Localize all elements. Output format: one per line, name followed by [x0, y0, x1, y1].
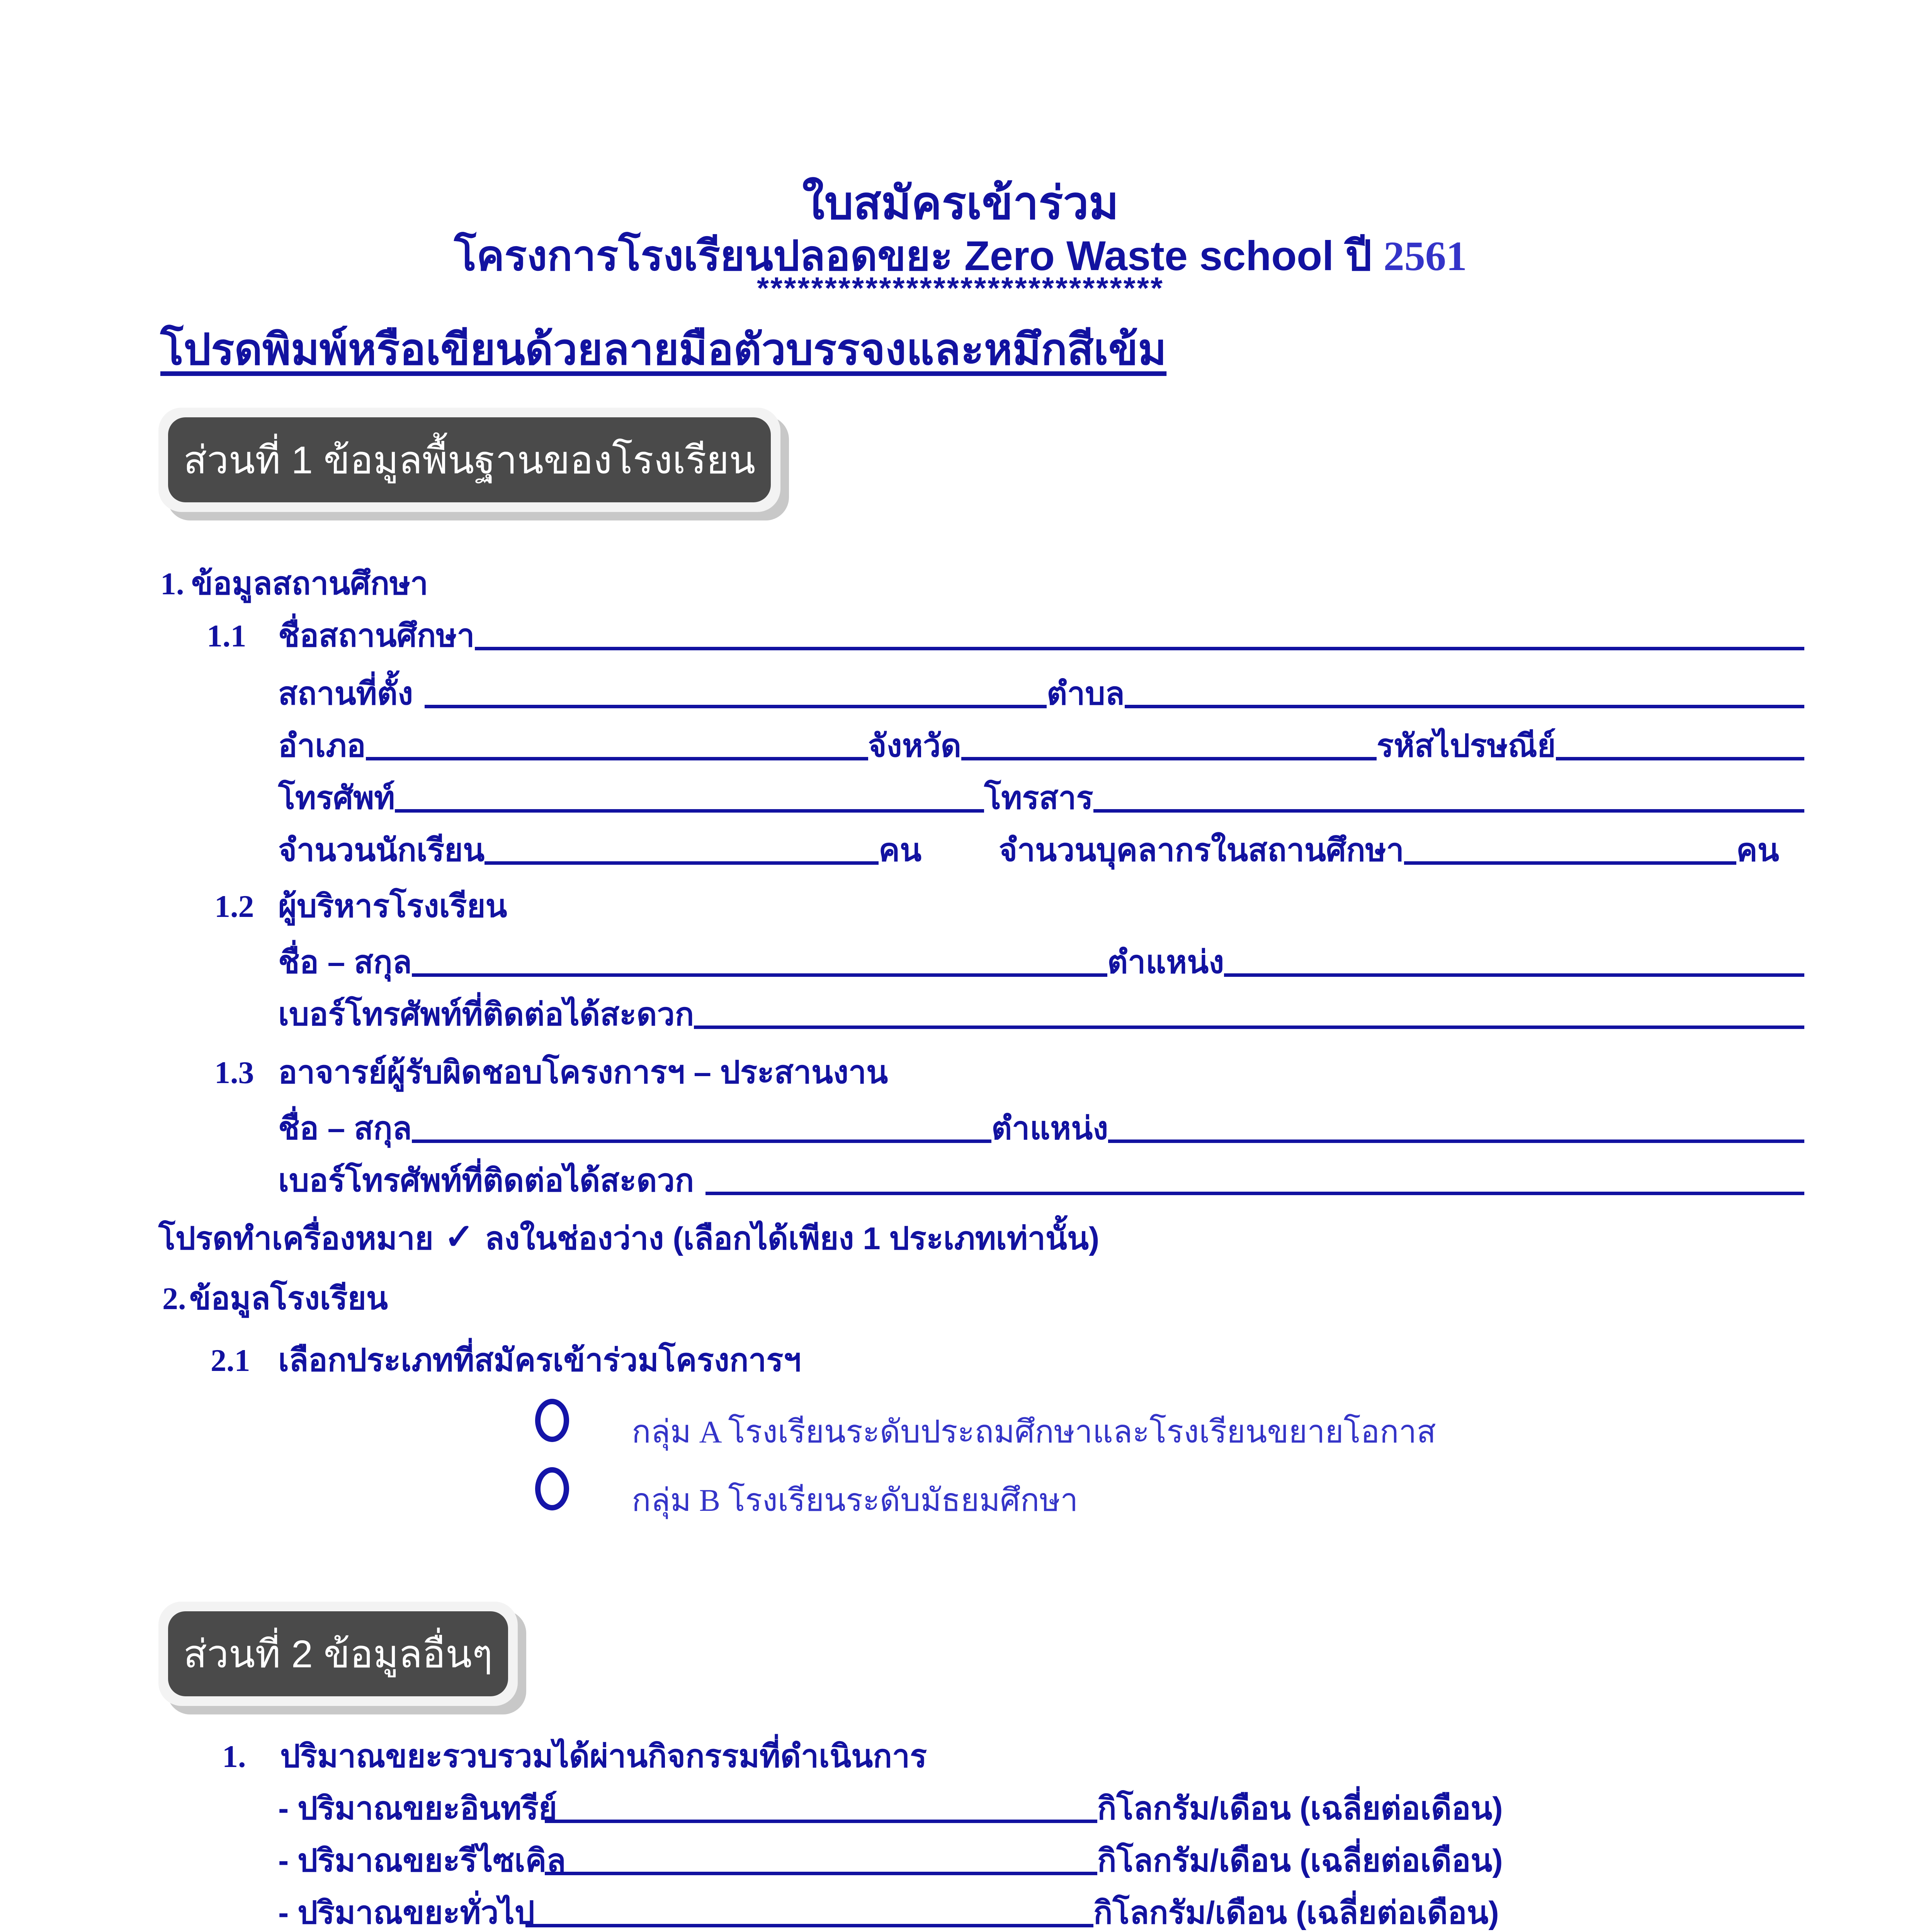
coordinator-position-field[interactable]: [1108, 1139, 1804, 1143]
waste-recycle-field[interactable]: [545, 1872, 1097, 1875]
district-field[interactable]: [366, 757, 868, 760]
waste-heading: [222, 1741, 927, 1772]
section-1-header: [158, 408, 780, 512]
principal-position-field[interactable]: [1224, 973, 1804, 977]
coordinator-heading: [214, 1057, 888, 1088]
headcount-row: [278, 835, 1779, 866]
waste-general-field[interactable]: [525, 1924, 1093, 1927]
phone-label: โทรศัพท์: [278, 781, 395, 816]
district-row: [278, 730, 1804, 762]
waste-recycle-row: [278, 1845, 1503, 1877]
location-field[interactable]: [425, 705, 1047, 708]
project-name: โครงการโรงเรียนปลอดขยะ Zero Waste school ปี: [454, 232, 1372, 279]
section-2-title: ส่วนที่ 2 ข้อมูลอื่นๆ: [168, 1611, 508, 1696]
group-a-label: กลุ่ม A โรงเรียนระดับประถมศึกษาและโรงเรียนขยายโอกาส: [632, 1414, 1436, 1449]
project-year: 2561: [1383, 233, 1467, 279]
location-label: สถานที่ตั้ง: [278, 676, 413, 711]
phone-fax-row: [278, 782, 1804, 814]
note-text: โปรดทำเครื่องหมาย: [158, 1221, 434, 1256]
item-label: ข้อมูลสถานศึกษา: [191, 566, 428, 601]
subdistrict-field[interactable]: [1125, 705, 1804, 708]
principal-phone-field[interactable]: [694, 1026, 1804, 1029]
principal-name-field[interactable]: [412, 973, 1107, 977]
staff-unit: คน: [1736, 833, 1779, 868]
group-b-label: กลุ่ม B โรงเรียนระดับมัธยมศึกษา: [632, 1483, 1078, 1518]
location-row: [278, 678, 1804, 710]
coordinator-phone-row: [278, 1165, 1804, 1197]
group-a-radio[interactable]: [535, 1399, 569, 1442]
coordinator-phone-field[interactable]: [706, 1192, 1804, 1195]
item-number: 2.: [162, 1281, 186, 1316]
form-title: ใบสมัครเข้าร่วม: [802, 178, 1119, 229]
waste-label: ปริมาณขยะรวบรวมได้ผ่านกิจกรรมที่ดำเนินการ: [280, 1739, 927, 1774]
waste-general-label: - ปริมาณขยะทั่วไป: [278, 1895, 535, 1930]
waste-organic-label: - ปริมาณขยะอินทรีย์: [278, 1791, 557, 1826]
waste-unit: กิโลกรัม/เดือน (เฉลี่ยต่อเดือน): [1097, 1843, 1503, 1878]
item-number: 1.: [160, 566, 184, 601]
item-1-heading: [160, 568, 428, 600]
decorative-stars: ******************************: [757, 271, 1164, 305]
postcode-field[interactable]: [1556, 757, 1804, 760]
staff-label: จำนวนบุคลากรในสถานศึกษา: [999, 833, 1404, 868]
principal-label: ผู้บริหารโรงเรียน: [278, 889, 507, 924]
section-1-title: ส่วนที่ 1 ข้อมูลพื้นฐานของโรงเรียน: [168, 417, 771, 502]
item-2-heading: [162, 1283, 388, 1315]
province-label: จังหวัด: [868, 728, 962, 764]
principal-phone-row: [278, 999, 1804, 1031]
fax-field[interactable]: [1093, 809, 1804, 813]
type-label: เลือกประเภทที่สมัครเข้าร่วมโครงการฯ: [278, 1343, 801, 1378]
coordinator-name-field[interactable]: [412, 1139, 991, 1143]
group-b-radio[interactable]: [535, 1467, 569, 1510]
waste-unit: กิโลกรัม/เดือน (เฉลี่ยต่อเดือน): [1097, 1791, 1503, 1826]
waste-general-row: [278, 1897, 1499, 1929]
principal-position-label: ตำแหน่ง: [1107, 945, 1224, 980]
sub-number: 1.1: [207, 618, 246, 653]
staff-field[interactable]: [1404, 861, 1736, 865]
coordinator-phone-label: เบอร์โทรศัพท์ที่ติดต่อได้สะดวก: [278, 1163, 694, 1198]
waste-recycle-label: - ปริมาณขยะรีไซเคิล: [278, 1843, 566, 1878]
item-number: 1.: [222, 1739, 246, 1774]
note-text: ลงในช่องว่าง (เลือกได้เพียง 1 ประเภทเท่านั้น): [485, 1221, 1100, 1256]
type-heading: [211, 1345, 801, 1376]
coordinator-label: อาจารย์ผู้รับผิดชอบโครงการฯ – ประสานงาน: [278, 1055, 888, 1090]
sub-number: 1.3: [214, 1055, 254, 1090]
checkmark-instruction: [158, 1219, 1099, 1255]
district-label: อำเภอ: [278, 728, 366, 764]
coordinator-name-row: [278, 1113, 1804, 1145]
students-field[interactable]: [484, 861, 879, 865]
checkmark-icon: ✓: [444, 1217, 474, 1257]
principal-heading: [214, 891, 507, 922]
waste-organic-field[interactable]: [545, 1820, 1097, 1823]
principal-phone-label: เบอร์โทรศัพท์ที่ติดต่อได้สะดวก: [278, 997, 694, 1032]
section-2-header: [158, 1602, 518, 1706]
sub-number: 1.2: [214, 889, 254, 924]
item-label: ข้อมูลโรงเรียน: [189, 1281, 388, 1316]
coordinator-name-label: ชื่อ – สกุล: [278, 1111, 412, 1146]
principal-name-label: ชื่อ – สกุล: [278, 945, 412, 980]
fax-label: โทรสาร: [984, 781, 1093, 816]
subdistrict-label: ตำบล: [1047, 676, 1125, 711]
school-name-label: ชื่อสถานศึกษา: [278, 618, 475, 653]
coordinator-position-label: ตำแหน่ง: [991, 1111, 1108, 1146]
postcode-label: รหัสไปรษณีย์: [1377, 728, 1556, 764]
province-field[interactable]: [961, 757, 1377, 760]
waste-organic-row: [278, 1793, 1503, 1825]
waste-unit: กิโลกรัม/เดือน (เฉลี่ยต่อเดือน): [1093, 1895, 1499, 1930]
school-name-field[interactable]: [475, 647, 1805, 650]
fill-instruction: โปรดพิมพ์หรือเขียนด้วยลายมือตัวบรรจงและหมึกสีเข้ม: [160, 325, 1167, 374]
students-label: จำนวนนักเรียน: [278, 833, 485, 868]
principal-name-row: [278, 947, 1804, 978]
phone-field[interactable]: [395, 809, 984, 813]
school-name-row: [207, 620, 1804, 652]
students-unit: คน: [879, 833, 922, 868]
sub-number: 2.1: [211, 1343, 250, 1378]
